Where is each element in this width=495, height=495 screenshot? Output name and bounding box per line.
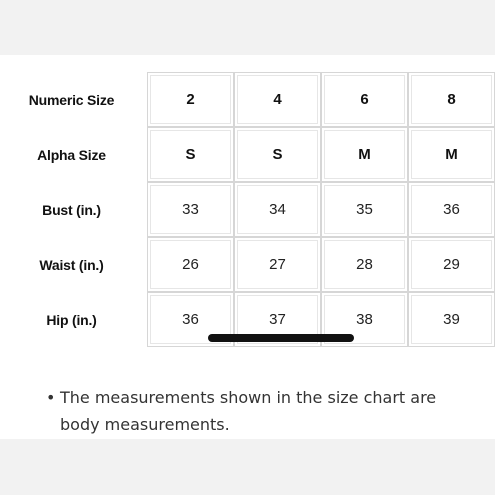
row-label-alpha-size: Alpha Size xyxy=(0,127,147,182)
table-row-bust xyxy=(0,182,495,237)
note-text: The measurements shown in the size chart are body measurements. xyxy=(60,388,437,434)
cell-bust-2: 34 xyxy=(234,182,321,237)
table-row-numeric-size xyxy=(0,72,495,127)
cell-bust-1: 33 xyxy=(147,182,234,237)
cell-numeric-size-1: 2 xyxy=(147,72,234,127)
cell-waist-4: 29 xyxy=(408,237,495,292)
cell-waist-2: 27 xyxy=(234,237,321,292)
cell-alpha-size-4: M xyxy=(408,127,495,182)
notes-list xyxy=(46,384,476,438)
bottom-strip xyxy=(0,439,495,495)
cell-hip-4: 39 xyxy=(408,292,495,347)
cell-hip-3: 38 xyxy=(321,292,408,347)
cell-waist-1: 26 xyxy=(147,237,234,292)
row-label-bust: Bust (in.) xyxy=(0,182,147,237)
cell-hip-2: 37 xyxy=(234,292,321,347)
cell-numeric-size-2: 4 xyxy=(234,72,321,127)
cell-bust-4: 36 xyxy=(408,182,495,237)
bullet-icon: • xyxy=(46,388,56,407)
row-label-numeric-size: Numeric Size xyxy=(0,72,147,127)
table-row-waist xyxy=(0,237,495,292)
horizontal-scrollbar[interactable] xyxy=(208,334,354,342)
cell-numeric-size-4: 8 xyxy=(408,72,495,127)
row-label-hip: Hip (in.) xyxy=(0,292,147,347)
cell-bust-3: 35 xyxy=(321,182,408,237)
cell-alpha-size-1: S xyxy=(147,127,234,182)
note-item xyxy=(46,384,476,438)
cell-numeric-size-3: 6 xyxy=(321,72,408,127)
cell-alpha-size-3: M xyxy=(321,127,408,182)
cell-waist-3: 28 xyxy=(321,237,408,292)
cell-hip-1: 36 xyxy=(147,292,234,347)
cell-alpha-size-2: S xyxy=(234,127,321,182)
size-chart-table[interactable] xyxy=(0,72,495,347)
table-row-alpha-size xyxy=(0,127,495,182)
row-label-waist: Waist (in.) xyxy=(0,237,147,292)
